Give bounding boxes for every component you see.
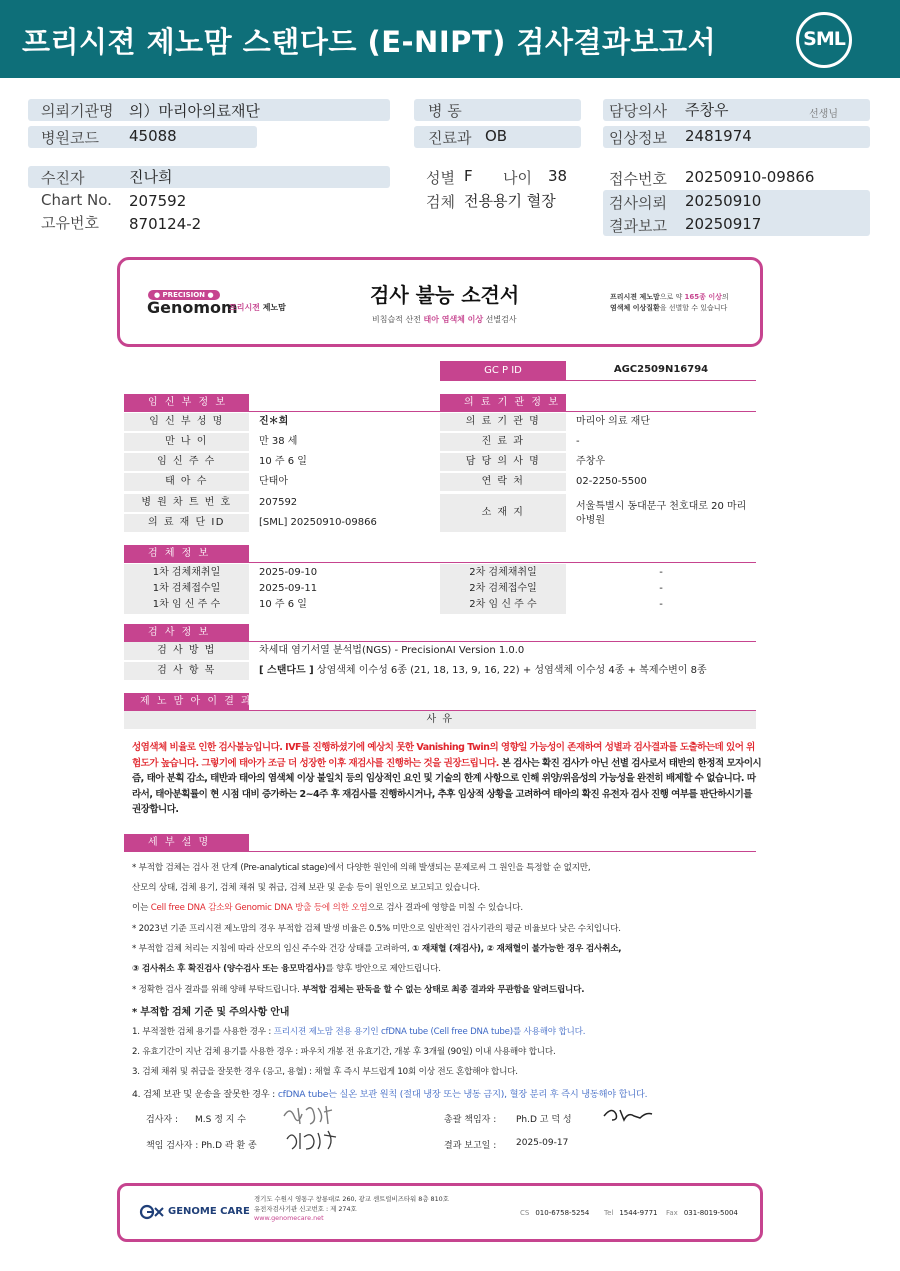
guide-line-3: 3. 검체 채취 및 취급을 잘못한 경우 (응고, 용혈) : 채혈 후 즉시 부드럽게 10회 이상 전도 혼합해야 합니다. [132, 1067, 518, 1077]
uid-label: 고유번호 [41, 214, 99, 232]
dept-value: OB [485, 127, 508, 145]
chief-value: Ph.D 고 덕 성 [516, 1115, 572, 1125]
inst-address-value-l2: 아병원 [576, 515, 605, 526]
gcpid-value: AGC2509N16794 [613, 364, 709, 375]
report-title: 검사 불능 소견서 [370, 283, 520, 307]
sp1-collect-label: 1차 검체채취일 [124, 564, 249, 582]
section-header-test: 검 사 정 보 [124, 624, 249, 641]
request-label: 검사의뢰 [609, 194, 667, 212]
note-l1-pink: 165종 이상 [684, 293, 722, 301]
chart-label: Chart No. [41, 191, 112, 209]
report-note [610, 292, 729, 314]
note-l2-pre: 염색체 이상질환 [610, 304, 660, 312]
note-l1-post: 의 [721, 293, 729, 301]
receipt-value: 20250910-09866 [685, 168, 815, 186]
pregnant-weeks-value: 10 주 6 일 [259, 456, 307, 467]
test-items-label: 검 사 항 목 [124, 662, 249, 680]
inst-address-label: 소 재 지 [440, 494, 566, 532]
guide-l4-blue: cfDNA tube는 실온 보관 원칙 (절대 냉장 또는 냉동 금지), 혈장 분리 후 즉시 냉동해야 합니다. [277, 1089, 648, 1100]
patient-label: 수진자 [41, 169, 85, 187]
page-title: 프리시젼 제노맘 스탠다드 (E-NIPT) 검사결과보고서 [22, 25, 717, 59]
footer-tel-value: 1544-9771 [619, 1209, 658, 1217]
report-header [0, 0, 900, 78]
doctor-value: 주창우 [685, 101, 729, 119]
note-l1-mid: 으로 약 [659, 293, 685, 301]
report-date-value: 2025-09-17 [516, 1138, 569, 1148]
inst-dept-value: - [576, 436, 580, 447]
genome-care-logo-icon [139, 1204, 165, 1220]
sml-logo-text: SML [803, 28, 845, 50]
pregnant-age-value: 만 38 세 [259, 436, 298, 447]
sp2-weeks-label: 2차 임 신 주 수 [440, 596, 566, 614]
section-header-specimen: 검 체 정 보 [124, 545, 249, 562]
sp1-collect-value: 2025-09-10 [259, 567, 318, 578]
sex-label: 성별 [426, 169, 455, 187]
pregnant-name-label: 임 신 부 성 명 [124, 413, 249, 431]
result-value: 20250917 [685, 215, 762, 233]
pregnant-header-line [124, 411, 440, 412]
sp2-receipt-value: - [659, 583, 663, 594]
detail-l3-red: Cell free DNA 감소와 Genomic DNA 방출 등에 의한 오염 [150, 903, 368, 913]
sp1-weeks-value: 10 주 6 일 [259, 599, 307, 610]
brand-sub-rest: 제노맘 [259, 303, 286, 312]
sp1-weeks-label: 1차 임 신 주 수 [124, 596, 249, 614]
chart-no-label: 병 원 차 트 번 호 [124, 494, 249, 512]
doctor-suffix: 선생님 [809, 109, 838, 120]
inst-doctor-value: 주창우 [576, 456, 605, 467]
test-items-value [259, 662, 707, 680]
subtitle-post: 선별검사 [483, 315, 517, 324]
footer-fax-label: Fax [666, 1209, 678, 1217]
inst-dept-label: 진 료 과 [440, 433, 566, 451]
request-value: 20250910 [685, 192, 762, 210]
chart-value: 207592 [129, 192, 187, 210]
detail-l3-pre: 이는 [132, 903, 151, 913]
brand-sub [229, 302, 286, 313]
foundation-id-label: 의 료 재 단 ID [124, 514, 249, 532]
specimen-value: 전용용기 혈장 [464, 192, 556, 210]
sex-value: F [464, 167, 473, 185]
subtitle-pre: 비침습적 산전 [372, 315, 424, 324]
detail-l5-pre: * 부적합 검체 처리는 지침에 따라 산모의 임신 주수와 건강 상태를 고려하여, [132, 944, 413, 954]
hospital-code-value: 45088 [129, 127, 177, 145]
details-header-line [124, 851, 756, 852]
reason-red: 성염색체 비율로 인한 검사불능입니다. IVF를 진행하셨기에 예상치 못한 Vanishing Twin의 영향일 가능성이 존재하여 성별과 검사결과를 도출하는데 있어 위험도가 높습니다. 그렇기에 태아가 조금 더 성장한 이후 재검사를 진행하는 것을 권장드립니다. [132, 742, 755, 769]
fetus-count-value: 단태아 [259, 476, 288, 487]
ward-label: 병 동 [428, 102, 462, 120]
detail-l7-bold: 부적합 검체는 판독을 할 수 없는 상태로 최종 결과와 무관함을 알려드립니다. [302, 985, 585, 995]
sp1-receipt-value: 2025-09-11 [259, 583, 318, 594]
sp2-weeks-value: - [659, 599, 663, 610]
guide-line-2: 2. 유효기간이 지난 검체 용기를 사용한 경우 : 파우치 개봉 전 유효기간, 개봉 후 3개월 (90일) 이내 사용해야 합니다. [132, 1047, 556, 1057]
test-items-bold: [ 스탠다드 ] [259, 665, 314, 676]
tester-signature-icon [280, 1102, 336, 1128]
guide-line-1 [132, 1025, 585, 1037]
chart-no-value: 207592 [259, 497, 298, 508]
detail-l6-bold: ③ 검사취소 후 확진검사 (양수검사 또는 융모막검사) [132, 964, 326, 974]
clinical-label: 임상정보 [609, 129, 667, 147]
test-items-text: 상염색체 이수성 6종 (21, 18, 13, 9, 16, 22) + 성염색체 이수성 4종 + 복제수변이 8종 [313, 665, 707, 676]
footer-tel [604, 1209, 658, 1217]
section-header-result: 제 노 맘 아 이 결 과 [124, 693, 249, 710]
pregnant-name-value: 진＊희 [259, 416, 289, 427]
pregnant-weeks-label: 임 신 주 수 [124, 453, 249, 471]
guide-l4-pre: 4. 검체 보관 및 운송을 잘못한 경우 : [132, 1089, 278, 1100]
footer-tel-label: Tel [604, 1209, 614, 1217]
report-date-label: 결과 보고일 : [444, 1141, 497, 1151]
detail-l3-post: 으로 검사 결과에 영향을 미칠 수 있습니다. [367, 903, 523, 913]
chief-label: 총괄 책임자 : [444, 1115, 497, 1125]
inst-doctor-label: 담 당 의 사 명 [440, 453, 566, 471]
inst-phone-label: 연 락 처 [440, 473, 566, 491]
brand-name: Genomom [147, 298, 238, 317]
test-method-value: 차세대 염기서열 분석법(NGS) - PrecisionAI Version 1.0.0 [259, 645, 525, 656]
section-header-details: 세 부 설 명 [124, 834, 249, 851]
report-subtitle [372, 314, 517, 325]
brand-sub-pink: 프리시젼 [229, 303, 260, 312]
age-value: 38 [548, 167, 568, 185]
note-l1-pre: 프리시젼 제노맘 [610, 293, 660, 301]
inst-name-value: 마리아 의료 재단 [576, 416, 650, 427]
footer-cs-label: CS [520, 1209, 530, 1217]
footer-fax-value: 031-8019-5004 [683, 1209, 738, 1217]
org-value: 의）마리아의료재단 [129, 102, 260, 120]
uid-value: 870124-2 [129, 215, 202, 233]
specimen-header-line [124, 562, 756, 563]
clinical-value: 2481974 [685, 127, 752, 145]
patient-value: 진나희 [129, 168, 173, 186]
guide-line-4 [132, 1086, 647, 1100]
guide-l1-blue: 프리시젼 제노맘 전용 용기인 cfDNA tube (Cell free DNA tube)를 사용해야 합니다. [273, 1027, 586, 1037]
inst-address-value-l1: 서울특별시 동대문구 천호대로 20 마리 [576, 501, 747, 512]
sp2-receipt-label: 2차 검체접수일 [440, 580, 566, 598]
detail-line-3 [132, 901, 523, 913]
detail-l5-bold: ① 재채혈 (재검사), ② 재채혈이 불가능한 경우 검사취소, [412, 944, 622, 954]
sp2-collect-label: 2차 검체채취일 [440, 564, 566, 582]
pregnant-age-label: 만 나 이 [124, 433, 249, 451]
subtitle-pink: 태아 염색체 이상 [423, 315, 484, 324]
doctor-label: 담당의사 [609, 102, 667, 120]
gcpid-underline [440, 380, 756, 381]
footer-website[interactable]: www.genomecare.net [254, 1214, 324, 1222]
dept-label: 진료과 [428, 129, 472, 147]
footer-addr-l2: 유전자검사기관 신고번호 : 제 274호 [254, 1204, 357, 1213]
reason-black: 본 검사는 확진 검사가 아닌 선별 검사로서 태반의 한정적 모자이시즘, 태아 분획 감소, 태반과 태아의 염색체 이상 불일치 등의 임상적인 요인 및 기술의 한계 사항으로 인해 위양/위음성의 가능성을 완전히 배제할 수 없습니다. 따라서, 태아분획률이 현 시점 대비 증가하는 2~4주 후 재검사를 진행하시거나, 추후 임상적 상황을 고려하여 태아의 확진 유전자 검사 진행 여부를 판단하시기를 권장합니다. [132, 757, 762, 815]
detail-line-1: * 부적합 검체는 검사 전 단계 (Pre-analytical stage)에서 다양한 원인에 의해 발생되는 문제로써 그 원인을 특정할 순 없지만, [132, 863, 591, 873]
reason-label: 사 유 [124, 711, 756, 729]
detail-l6-post: 를 향후 방안으로 제안드립니다. [325, 964, 441, 974]
detail-line-7 [132, 983, 584, 995]
gcpid-label: GC P ID [440, 361, 566, 380]
sml-logo [796, 12, 852, 68]
sp2-collect-value: - [659, 567, 663, 578]
reason-text [132, 740, 762, 818]
inst-phone-value: 02-2250-5500 [576, 476, 647, 487]
tester-value: M.S 정 지 수 [195, 1115, 247, 1125]
section-header-institution: 의 료 기 관 정 보 [440, 394, 566, 411]
section-header-pregnant: 임 신 부 정 보 [124, 394, 249, 411]
receipt-label: 접수번호 [609, 170, 667, 188]
detail-line-6 [132, 962, 441, 974]
footer-cs-value: 010-6758-5254 [535, 1209, 590, 1217]
tester-label: 검사자 : [146, 1115, 178, 1125]
footer-address [254, 1195, 449, 1224]
chief-signature-icon [600, 1104, 656, 1124]
detail-l7-pre: * 정확한 검사 결과를 위해 양해 부탁드립니다. [132, 985, 303, 995]
note-l2-post: 을 선별할 수 있습니다 [659, 304, 728, 312]
inst-name-label: 의 료 기 관 명 [440, 413, 566, 431]
footer-fax [666, 1209, 738, 1217]
org-label: 의뢰기관명 [41, 102, 114, 120]
footer-cs [520, 1209, 589, 1217]
institution-header-line [440, 411, 756, 412]
guide-l1-pre: 1. 부적절한 검체 용기를 사용한 경우 : [132, 1027, 274, 1037]
specimen-label: 검체 [426, 193, 455, 211]
guide-title: * 부적합 검체 기준 및 주의사항 안내 [132, 1007, 290, 1018]
sp1-receipt-label: 1차 검체접수일 [124, 580, 249, 598]
detail-line-5 [132, 942, 621, 954]
hospital-code-label: 병원코드 [41, 129, 99, 147]
test-method-label: 검 사 방 법 [124, 642, 249, 660]
footer-addr-l1: 경기도 수원시 영통구 창룡대로 260, 광교 센트럴비즈타워 8층 810호 [254, 1195, 449, 1203]
responsible-signature-icon [284, 1127, 340, 1153]
fetus-count-label: 태 아 수 [124, 473, 249, 491]
detail-line-2: 산모의 상태, 검체 용기, 검체 채취 및 취급, 검체 보관 및 운송 등이 원인으로 보고되고 있습니다. [132, 883, 480, 893]
detail-line-4: * 2023년 기준 프리시젼 제노맘의 경우 부적합 검체 발생 비율은 0.5% 미만으로 일반적인 검사기관의 평균 비율보다 낮은 수치입니다. [132, 924, 621, 934]
result-label: 결과보고 [609, 217, 667, 235]
genome-care-logo: GENOME CARE [168, 1206, 250, 1217]
brand-tag: ● PRECISION ● [148, 290, 220, 300]
responsible-label: 책임 검사자 : Ph.D 곽 환 종 [146, 1141, 257, 1151]
age-label: 나이 [503, 169, 532, 187]
foundation-id-value: [SML] 20250910-09866 [259, 517, 377, 528]
